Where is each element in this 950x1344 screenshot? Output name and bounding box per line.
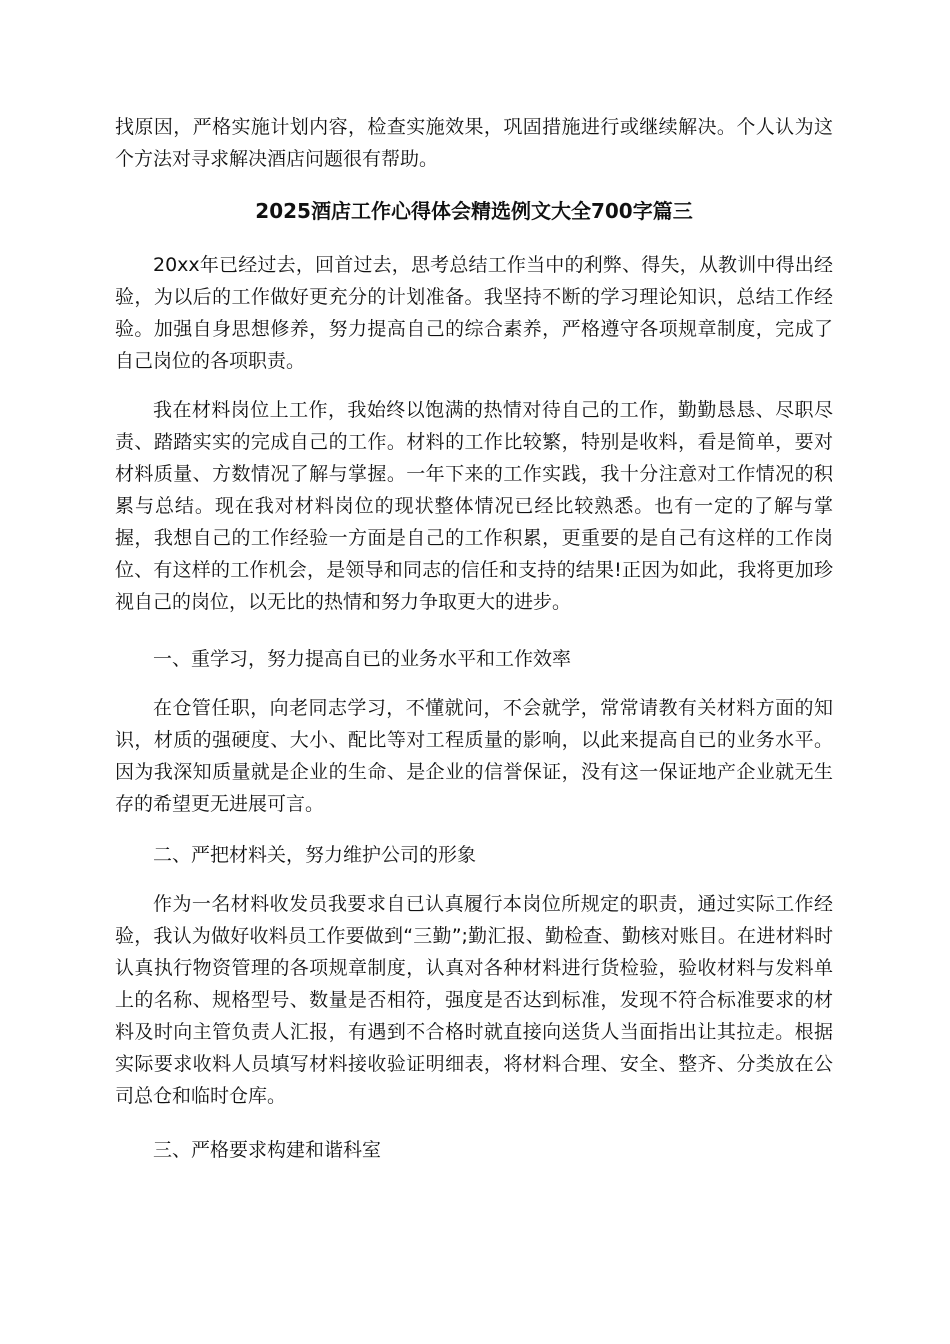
intro-paragraph: 找原因，严格实施计划内容，检查实施效果，巩固措施进行或继续解决。个人认为这个方法对寻求解决酒店问题很有帮助。 — [115, 116, 833, 170]
subheading-harmony: 三、严格要求构建和谐科室 — [153, 1139, 382, 1161]
subheading-materials: 二、严把材料关，努力维护公司的形象 — [153, 844, 477, 866]
paragraph-study: 在仓管任职，向老同志学习，不懂就问，不会就学，常常请教有关材料方面的知识，材质的强硬度、大小、配比等对工程质量的影响，以此来提高自已的业务水平。因为我深知质量就是企业的生命、是企业的信誉保证，没有这一保证地产企业就无生存的希望更无进展可言。 — [115, 697, 833, 815]
paragraph-material-post: 我在材料岗位上工作，我始终以饱满的热情对待自己的工作，勤勤恳恳、尽职尽责、踏踏实实的完成自己的工作。材料的工作比较繁，特别是收料，看是简单，要对材料质量、方数情况了解与掌握。一年下来的工作实践，我十分注意对工作情况的积累与总结。现在我对材料岗位的现状整体情况已经比较熟悉。也有一定的了解与掌握，我想自己的工作经验一方面是自己的工作积累，更重要的是自己有这样的工作岗位、有这样的工作机会，是领导和同志的信任和支持的结果!正因为如此，我将更加珍视自己的岗位，以无比的热情和努力争取更大的进步。 — [115, 399, 833, 613]
paragraph-materials: 作为一名材料收发员我要求自已认真履行本岗位所规定的职责，通过实际工作经验，我认为做好收料员工作要做到“三勤”;勤汇报、勤检查、勤核对账目。在进材料时认真执行物资管理的各项规章制度，认真对各种材料进行货检验，验收材料与发料单上的名称、规格型号、数量是否相符，强度是否达到标准，发现不符合标准要求的材料及时向主管负责人汇报，有遇到不合格时就直接向送货人当面指出让其拉走。根据实际要求收料人员填写材料接收验证明细表，将材料合理、安全、整齐、分类放在公司总仓和临时仓库。 — [115, 893, 833, 1107]
paragraph-summary: 20xx年已经过去，回首过去，思考总结工作当中的利弊、得失，从教训中得出经验，为以后的工作做好更充分的计划准备。我坚持不断的学习理论知识，总结工作经验。加强自身思想修养，努力提高自己的综合素养，严格遵守各项规章制度，完成了自己岗位的各项职责。 — [115, 254, 833, 372]
subheading-study: 一、重学习，努力提高自已的业务水平和工作效率 — [153, 648, 572, 670]
section-title: 2025酒店工作心得体会精选例文大全700字篇三 — [255, 199, 693, 223]
